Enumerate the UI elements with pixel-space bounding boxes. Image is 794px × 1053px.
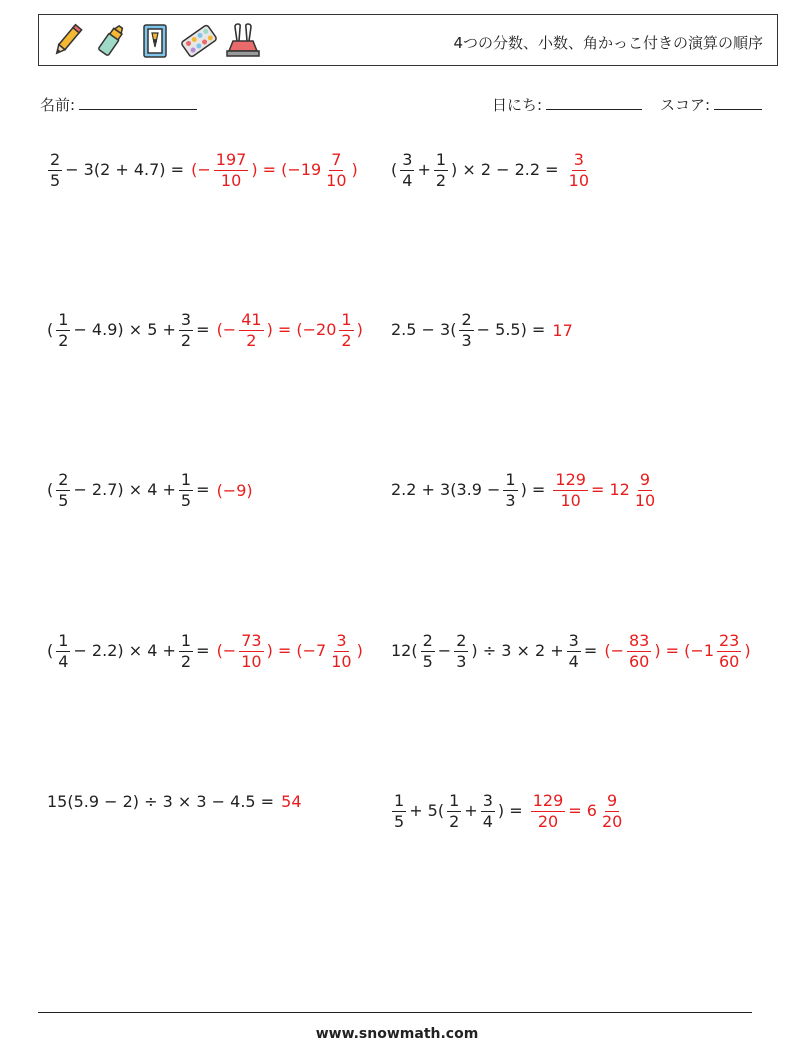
fraction bbox=[531, 790, 566, 831]
fraction bbox=[179, 630, 193, 671]
problem-question bbox=[390, 469, 546, 510]
denominator: 5 bbox=[58, 490, 69, 510]
score-blank[interactable] bbox=[714, 93, 762, 110]
problem-3 bbox=[46, 304, 364, 356]
denominator: 2 bbox=[435, 170, 447, 190]
expression-text: 17 bbox=[552, 320, 573, 340]
expression-text: + bbox=[417, 159, 431, 179]
date-field[interactable] bbox=[492, 93, 642, 115]
expression-text: − bbox=[437, 640, 452, 660]
denominator: 10 bbox=[241, 651, 262, 671]
paint-palette-icon bbox=[179, 21, 219, 61]
numerator: 1 bbox=[180, 469, 192, 489]
binder-clip-icon bbox=[223, 21, 263, 61]
problem-answer bbox=[551, 321, 573, 340]
score-label: スコア: bbox=[660, 96, 711, 114]
expression-text: ) = (−1 bbox=[654, 640, 714, 660]
name-blank[interactable] bbox=[79, 93, 197, 110]
fraction bbox=[392, 790, 406, 831]
numerator: 1 bbox=[449, 790, 460, 810]
expression-text: ) ÷ 3 × 2 + bbox=[471, 640, 564, 660]
problem-6 bbox=[390, 464, 659, 516]
fraction bbox=[179, 469, 193, 510]
fraction bbox=[481, 790, 495, 831]
problem-8 bbox=[390, 625, 752, 677]
numerator: 197 bbox=[215, 149, 247, 169]
fraction bbox=[503, 469, 517, 510]
expression-text: ( bbox=[47, 479, 54, 499]
numerator: 2 bbox=[461, 309, 472, 329]
denominator: 10 bbox=[331, 651, 352, 671]
problem-question bbox=[46, 792, 275, 811]
numerator: 23 bbox=[719, 630, 740, 650]
expression-text: ) = bbox=[520, 479, 546, 499]
numerator: 2 bbox=[456, 630, 467, 650]
fraction bbox=[56, 630, 70, 671]
denominator: 4 bbox=[58, 651, 69, 671]
numerator: 1 bbox=[58, 309, 69, 329]
denominator: 60 bbox=[628, 651, 650, 671]
fraction bbox=[717, 630, 741, 671]
fraction bbox=[553, 469, 588, 510]
numerator: 3 bbox=[336, 630, 347, 650]
expression-text: − 3(2 + 4.7) = bbox=[65, 159, 185, 179]
worksheet-header bbox=[38, 14, 778, 66]
worksheet-title: 4つの分数、小数、角かっこ付きの演算の順序 bbox=[453, 34, 763, 52]
fraction bbox=[239, 630, 263, 671]
expression-text: = bbox=[196, 319, 210, 339]
problem-question bbox=[46, 309, 210, 350]
expression-text: 2.2 + 3(3.9 − bbox=[391, 479, 501, 499]
problem-2 bbox=[390, 144, 593, 196]
fraction bbox=[459, 309, 473, 350]
numerator: 9 bbox=[639, 469, 651, 489]
numerator: 129 bbox=[532, 790, 564, 810]
expression-text: − 4.9) × 5 + bbox=[73, 319, 176, 339]
problem-7 bbox=[46, 625, 364, 677]
fraction bbox=[48, 149, 62, 190]
expression-text: ( bbox=[47, 640, 54, 660]
fraction bbox=[447, 790, 461, 831]
denominator: 10 bbox=[220, 170, 242, 190]
denominator: 4 bbox=[568, 651, 579, 671]
expression-text: ) = (−19 bbox=[251, 159, 322, 179]
denominator: 2 bbox=[58, 330, 69, 350]
sharpener-icon bbox=[135, 21, 175, 61]
problem-question bbox=[390, 630, 598, 671]
expression-text: (− bbox=[604, 640, 624, 660]
date-blank[interactable] bbox=[546, 93, 642, 110]
fraction bbox=[56, 309, 70, 350]
fraction bbox=[600, 790, 624, 831]
denominator: 2 bbox=[180, 330, 192, 350]
denominator: 2 bbox=[246, 330, 257, 350]
fraction bbox=[239, 309, 263, 350]
fraction bbox=[627, 630, 651, 671]
expression-text: ) bbox=[351, 159, 358, 179]
expression-text: ) bbox=[356, 640, 363, 660]
problem-question bbox=[46, 469, 210, 510]
numerator: 3 bbox=[568, 630, 579, 650]
fraction bbox=[214, 149, 249, 190]
fraction bbox=[633, 469, 657, 510]
problem-answer bbox=[216, 481, 254, 500]
expression-text: ) × 2 − 2.2 = bbox=[451, 159, 559, 179]
expression-text: ( bbox=[47, 319, 54, 339]
problem-answer bbox=[603, 630, 751, 671]
denominator: 4 bbox=[482, 811, 493, 831]
numerator: 3 bbox=[180, 309, 192, 329]
denominator: 3 bbox=[505, 490, 516, 510]
expression-text: = bbox=[583, 640, 598, 660]
header-icons bbox=[47, 19, 263, 63]
denominator: 10 bbox=[326, 170, 347, 190]
fraction bbox=[56, 469, 70, 510]
denominator: 60 bbox=[719, 651, 740, 671]
numerator: 2 bbox=[50, 149, 61, 169]
expression-text: ( bbox=[391, 159, 398, 179]
denominator: 10 bbox=[568, 170, 589, 190]
fraction bbox=[434, 149, 448, 190]
expression-text: ) = bbox=[497, 800, 523, 820]
denominator: 5 bbox=[394, 811, 405, 831]
problem-question bbox=[390, 309, 546, 350]
denominator: 5 bbox=[422, 651, 433, 671]
expression-text: (− bbox=[216, 640, 237, 660]
numerator: 1 bbox=[505, 469, 516, 489]
denominator: 10 bbox=[634, 490, 656, 510]
fraction bbox=[329, 630, 353, 671]
expression-text: − 5.5) = bbox=[476, 319, 546, 339]
numerator: 129 bbox=[555, 469, 586, 489]
numerator: 3 bbox=[402, 149, 413, 169]
denominator: 10 bbox=[560, 490, 581, 510]
numerator: 3 bbox=[482, 790, 493, 810]
problem-question bbox=[46, 630, 210, 671]
fraction bbox=[567, 630, 581, 671]
fraction bbox=[179, 309, 193, 350]
expression-text: ) = (−20 bbox=[266, 319, 337, 339]
expression-text: 12( bbox=[391, 640, 418, 660]
footer-divider bbox=[38, 1012, 752, 1013]
fraction bbox=[454, 630, 468, 671]
denominator: 5 bbox=[50, 170, 61, 190]
problem-4 bbox=[390, 304, 574, 356]
numerator: 2 bbox=[58, 469, 69, 489]
problem-9 bbox=[46, 775, 303, 827]
numerator: 7 bbox=[331, 149, 342, 169]
numerator: 9 bbox=[607, 790, 618, 810]
numerator: 1 bbox=[180, 630, 192, 650]
denominator: 2 bbox=[341, 330, 352, 350]
fraction bbox=[339, 309, 353, 350]
highlighter-icon bbox=[91, 21, 131, 61]
fraction bbox=[324, 149, 348, 190]
denominator: 3 bbox=[456, 651, 467, 671]
numerator: 1 bbox=[435, 149, 447, 169]
numerator: 73 bbox=[241, 630, 262, 650]
expression-text: ) = (−7 bbox=[266, 640, 327, 660]
expression-text: + 5( bbox=[409, 800, 445, 820]
pencil-icon bbox=[47, 21, 87, 61]
denominator: 3 bbox=[461, 330, 472, 350]
problem-question bbox=[46, 149, 185, 190]
expression-text: + bbox=[464, 800, 478, 820]
expression-text: (− bbox=[191, 159, 211, 179]
expression-text: − 2.7) × 4 + bbox=[73, 479, 176, 499]
expression-text: = 12 bbox=[590, 479, 630, 499]
numerator: 1 bbox=[341, 309, 352, 329]
expression-text: ) bbox=[744, 640, 751, 660]
denominator: 20 bbox=[537, 811, 559, 831]
problem-answer bbox=[280, 792, 302, 811]
problem-answer bbox=[216, 309, 364, 350]
fraction bbox=[400, 149, 414, 190]
fraction bbox=[567, 149, 591, 190]
problem-1 bbox=[46, 144, 359, 196]
date-label: 日にち: bbox=[492, 96, 543, 114]
problem-question bbox=[390, 149, 560, 190]
expression-text: (−9) bbox=[216, 480, 253, 500]
problem-5 bbox=[46, 464, 254, 516]
score-field[interactable] bbox=[660, 93, 762, 115]
denominator: 5 bbox=[180, 490, 192, 510]
problem-answer bbox=[190, 149, 359, 190]
denominator: 2 bbox=[449, 811, 460, 831]
numerator: 1 bbox=[394, 790, 405, 810]
expression-text: ) bbox=[356, 319, 363, 339]
name-label: 名前: bbox=[40, 96, 76, 114]
expression-text: 15(5.9 − 2) ÷ 3 × 3 − 4.5 = bbox=[47, 791, 275, 811]
numerator: 2 bbox=[422, 630, 433, 650]
problem-answer bbox=[551, 469, 659, 510]
expression-text: = 6 bbox=[568, 800, 597, 820]
footer-site[interactable]: www.snowmath.com bbox=[315, 1026, 479, 1042]
problem-answer bbox=[216, 630, 364, 671]
problem-10 bbox=[390, 785, 626, 837]
expression-text: = bbox=[196, 479, 210, 499]
name-field[interactable] bbox=[40, 93, 197, 115]
expression-text: = bbox=[196, 640, 210, 660]
problem-question bbox=[390, 790, 524, 831]
expression-text: 54 bbox=[281, 791, 302, 811]
denominator: 20 bbox=[601, 811, 623, 831]
numerator: 83 bbox=[628, 630, 650, 650]
numerator: 1 bbox=[58, 630, 69, 650]
denominator: 2 bbox=[180, 651, 192, 671]
fraction bbox=[421, 630, 435, 671]
numerator: 41 bbox=[241, 309, 262, 329]
problem-answer bbox=[565, 149, 593, 190]
expression-text: − 2.2) × 4 + bbox=[73, 640, 176, 660]
denominator: 4 bbox=[402, 170, 413, 190]
expression-text: (− bbox=[216, 319, 237, 339]
numerator: 3 bbox=[573, 149, 584, 169]
problem-answer bbox=[529, 790, 627, 831]
expression-text: 2.5 − 3( bbox=[391, 319, 457, 339]
